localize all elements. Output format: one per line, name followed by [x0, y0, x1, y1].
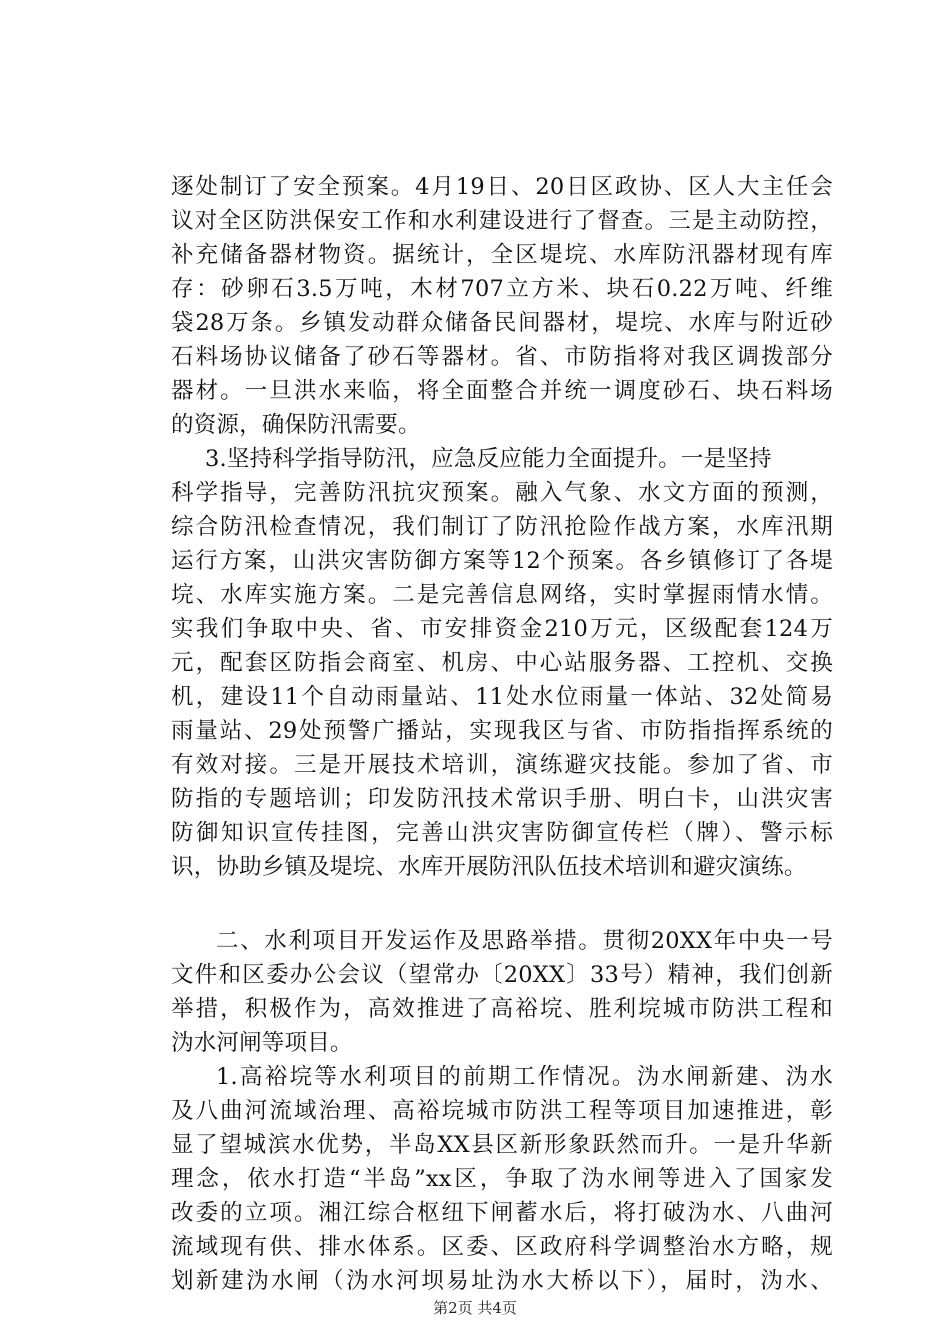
- text-line: 防御知识宣传挂图，完善山洪灾害防御宣传栏（牌）、警示标: [171, 820, 833, 846]
- text-line: 科学指导，完善防汛抗灾预案。融入气象、水文方面的预测，: [171, 480, 833, 506]
- text-line: 石料场协议储备了砂石等器材。省、市防指将对我区调拨部分: [171, 344, 833, 370]
- text-line: [171, 1060, 833, 1094]
- text-line: 垸、水库实施方案。二是完善信息网络，实时掌握雨情水情。: [171, 582, 833, 608]
- text-line: 举措，积极作为，高效推进了高裕垸、胜利垸城市防洪工程和: [171, 996, 833, 1022]
- paragraph-3: [171, 924, 833, 1060]
- document-body: [171, 170, 833, 1298]
- text-line: 逐处制订了安全预案。4月19日、20日区政协、区人大主任会: [171, 174, 833, 200]
- text-line: 识，协助乡镇及堤垸、水库开展防汛队伍技术培训和避灾演练。: [171, 854, 807, 880]
- text-line: 的资源，确保防汛需要。: [171, 412, 421, 438]
- text-line: 袋28万条。乡镇发动群众储备民间器材，堤垸、水库与附近砂: [171, 310, 833, 336]
- text-line: 补充储备器材物资。据统计，全区堤垸、水库防汛器材现有库: [171, 242, 833, 268]
- text-line: 综合防汛检查情况，我们制订了防汛抢险作战方案，水库汛期: [171, 514, 833, 540]
- text-line: 议对全区防洪保安工作和水利建设进行了督查。三是主动防控，: [171, 208, 833, 234]
- text-line: [171, 924, 833, 958]
- text-line: 沩水河闸等项目。: [171, 1030, 353, 1056]
- text-line: 雨量站、29处预警广播站，实现我区与省、市防指指挥系统的: [171, 718, 833, 744]
- text-line: 改委的立项。湘江综合枢纽下闸蓄水后，将打破沩水、八曲河: [171, 1200, 833, 1226]
- text-line: 防指的专题培训；印发防汛技术常识手册、明白卡，山洪灾害: [171, 786, 833, 812]
- text-line: 实我们争取中央、省、市安排资金210万元，区级配套124万: [171, 616, 833, 642]
- text-line: 元，配套区防指会商室、机房、中心站服务器、工控机、交换: [171, 650, 833, 676]
- text-line: 存：砂卵石3.5万吨，木材707立方米、块石0.22万吨、纤维: [171, 276, 833, 302]
- text-line: 运行方案，山洪灾害防御方案等12个预案。各乡镇修订了各堤: [171, 548, 833, 574]
- text-line: 及八曲河流域治理、高裕垸城市防洪工程等项目加速推进，彰: [171, 1098, 833, 1124]
- text-line: 理念，依水打造“半岛”xx区，争取了沩水闸等进入了国家发: [171, 1166, 833, 1192]
- text-line: [171, 442, 833, 476]
- paragraph-1: [171, 170, 833, 442]
- text-line-content: 二、水利项目开发运作及思路举措。贯彻20XX年中央一号: [216, 928, 833, 954]
- text-line: 划新建沩水闸（沩水河坝易址沩水大桥以下），届时，沩水、: [171, 1268, 833, 1294]
- text-line: 流域现有供、排水体系。区委、区政府科学调整治水方略，规: [171, 1234, 833, 1260]
- page-number: 第2页 共4页: [433, 1299, 517, 1317]
- text-line: 有效对接。三是开展技术培训，演练避灾技能。参加了省、市: [171, 752, 833, 778]
- paragraph-gap: [171, 884, 833, 924]
- text-line: 机，建设11个自动雨量站、11处水位雨量一体站、32处简易: [171, 684, 833, 710]
- text-line: 文件和区委办公会议（望常办〔20XX〕33号）精神，我们创新: [171, 962, 833, 988]
- text-line: 显了望城滨水优势，半岛XX县区新形象跃然而升。一是升华新: [171, 1132, 833, 1158]
- paragraph-4: [171, 1060, 833, 1298]
- text-line: 器材。一旦洪水来临，将全面整合并统一调度砂石、块石料场: [171, 378, 833, 404]
- text-line-content: 3.坚持科学指导防汛，应急反应能力全面提升。一是坚持: [205, 446, 772, 472]
- text-line-content: 1.高裕垸等水利项目的前期工作情况。沩水闸新建、沩水: [216, 1064, 833, 1090]
- paragraph-2: [171, 442, 833, 884]
